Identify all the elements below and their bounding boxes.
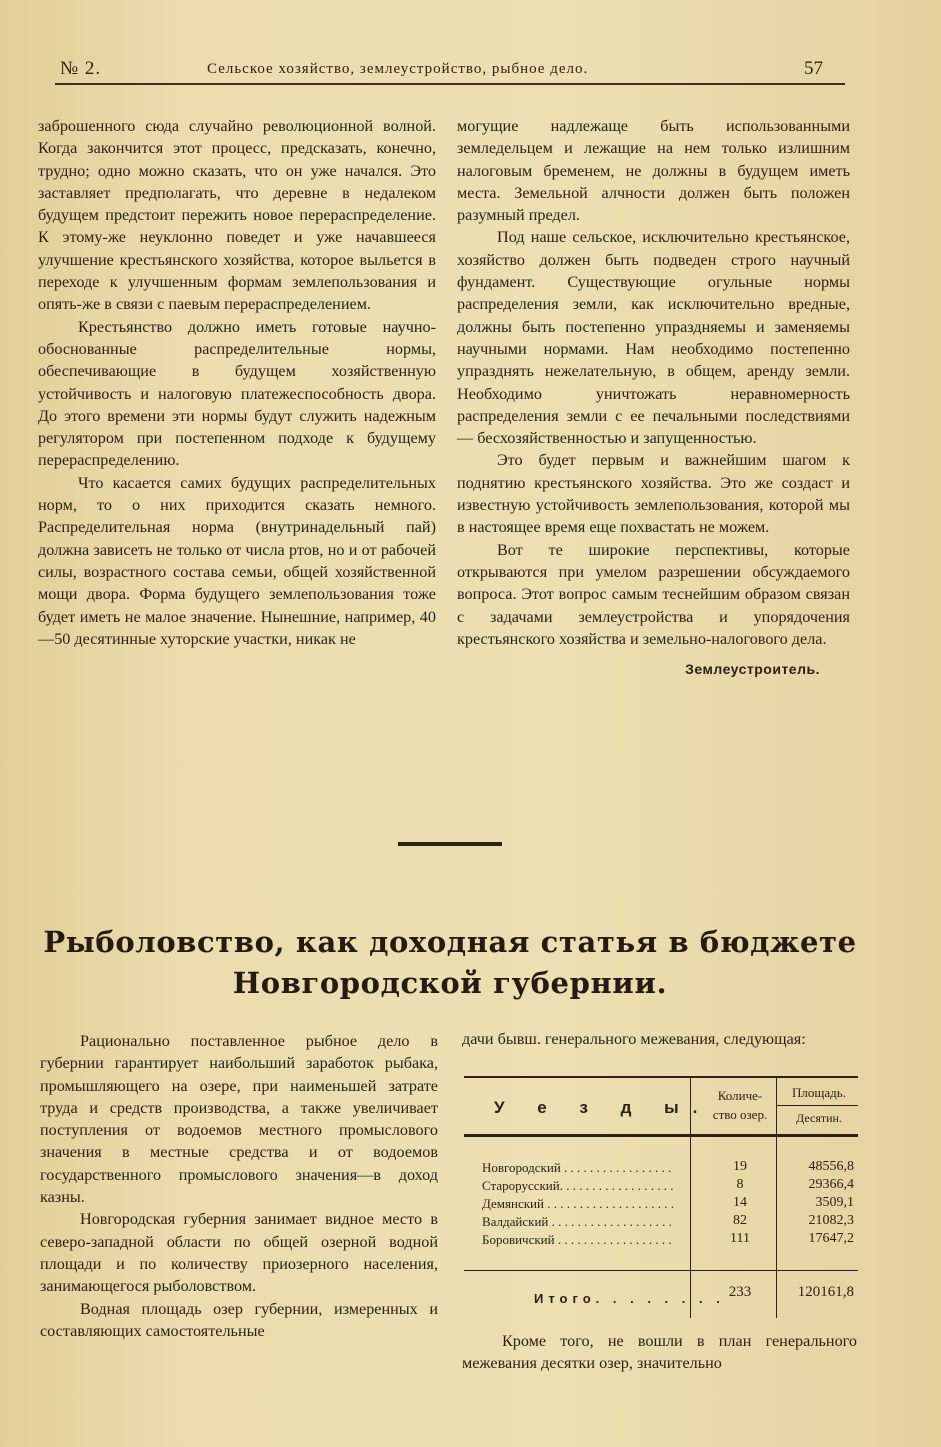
table-cell-uezd: Боровичский . . . . . . . . . . . . . . . . . .: [482, 1232, 672, 1247]
table-header-area: Площадь.: [792, 1085, 846, 1100]
article2-right-column-after: [462, 1330, 857, 1375]
article2-left-column: [40, 1030, 438, 1342]
table-cell-uezd: Валдайский . . . . . . . . . . . . . . . . . . .: [482, 1214, 672, 1229]
table-header-uezdy: У е з д ы.: [494, 1098, 712, 1117]
paragraph: Новгородская губерния занимает видное место в северо-западной области по общей озерной водной площади и по количеству приозерного населения, занимающегося рыболовством.: [40, 1210, 438, 1296]
table-total-area: 120161,8: [797, 1284, 854, 1300]
paragraph: дачи бывш. генерального межевания, следующая:: [462, 1030, 806, 1048]
table-total-label: Итого. . . . . . . .: [534, 1291, 725, 1306]
paragraph: Вот те широкие перспективы, которые открываются при умелом разрешении обсуждаемого вопроса. Этот вопрос самым теснейшим образом связан с задачами землеустройства и упорядочения крестьянского хозяйства и земельно-налогового дела.: [457, 540, 850, 648]
paragraph: могущие надлежаще быть использованными земледельцем и лежащие на нем только излишним налоговым бременем, не должны в будущем иметь места. Земельной алчности должен быть положен разумный предел.: [457, 117, 850, 225]
table-rule: [464, 1270, 858, 1271]
article-title: [40, 922, 860, 1004]
table-cell-area: 17647,2: [808, 1231, 854, 1246]
section-divider: [398, 842, 502, 846]
paragraph: заброшенного сюда случайно революционной волной. Когда закончится этот процесс, предсказать, конечно, трудно; одно можно сказать, что он уже начался. Это заставляет предполагать, что деревне в недалеком будущем предстоит пережить новое перераспределение. К этому-же неуклонно поведет и уже начавшееся улучшение крестьянского хозяйства, которое выльется в переходе к улучшенным формам землепользования и опять-же в связи с паевым перераспределением.: [38, 117, 436, 314]
article2-right-column: [462, 1028, 857, 1050]
table-cell-count: 111: [730, 1231, 750, 1246]
table-cell-area: 21082,3: [808, 1213, 854, 1228]
author-signature: Землеустроитель.: [685, 661, 820, 678]
table-header-count: [700, 1086, 780, 1124]
paragraph: Водная площадь озер губернии, измеренных и составляющих самостоятельные: [40, 1299, 438, 1340]
table-cell-area: 29366,4: [808, 1177, 854, 1192]
table-cell-uezd: Новгородский . . . . . . . . . . . . . . . . .: [482, 1160, 672, 1175]
page-header: [55, 58, 845, 84]
paragraph: Под наше сельское, исключительно крестьянское, хозяйство должен быть подведен строго научный фундамент. Существующие огульные нормы распределения земли, как исключительно вредные, должны быть постепенно упраздняемы и заменяемы научными нормами. Нам необходимо постепенно упразднять нежелательную, в общем, аренду земли. Необходимо уничтожать неравномерность распределения земли с ее печальными последствиями — бесхозяйственностью и запущенностью.: [457, 228, 850, 448]
table-cell-count: 19: [733, 1159, 747, 1174]
table-cell-uezd: Демянский . . . . . . . . . . . . . . . . . . . .: [482, 1196, 674, 1211]
table-rule: [464, 1134, 858, 1137]
lakes-table: [464, 1076, 858, 1318]
article1-left-column: [38, 115, 436, 650]
table-cell-count: 82: [733, 1213, 747, 1228]
article1-right-column: [457, 115, 850, 680]
table-cell-count: 8: [736, 1177, 744, 1192]
article-title-line: Рыболовство, как доходная статья в бюджете: [43, 925, 857, 959]
paragraph: Рационально поставленное рыбное дело в губернии гарантирует наибольший заработок рыбака, промышляющего на озере, при наименьшей затрате труда и средств производства, а также увеличивает поступления от водоемов местного промыслового значения в местные средства и от водоемов государственного промыслового значения—в доход казны.: [40, 1032, 438, 1207]
table-cell-count: 14: [733, 1195, 747, 1210]
table-header-area-unit: Десятин.: [796, 1111, 842, 1125]
paragraph: Что касается самих будущих распределительных норм, то о них приходится сказать немного. Распределительная норма (внутринадельный пай) должна зависеть не только от числа ртов, но и от рабочей силы, возрастного состава семьи, общей хозяйственной мощи двора. Форма будущего землепользования тоже будет иметь не малое значение. Нынешние, например, 40—50 десятинные хуторские участки, никак не: [38, 473, 436, 648]
issue-number: № 2.: [60, 58, 102, 79]
paragraph: Кроме того, не вошли в план генерального межевания десятки озер, значительно: [462, 1332, 857, 1373]
table-cell-area: 3509,1: [815, 1195, 854, 1210]
page-number: 57: [804, 58, 823, 79]
table-cell-area: 48556,8: [808, 1159, 854, 1174]
article-title-line: Новгородской губернии.: [232, 966, 668, 1000]
paragraph: Это будет первым и важнейшим шагом к поднятию крестьянского хозяйства. Это же создаст и известную устойчивость землепользования, которой мы в настоящее время еще похвастать не можем.: [457, 451, 850, 537]
paragraph: Крестьянство должно иметь готовые научно-обоснованные распределительные нормы, обеспечивающие в будущем хозяйственную устойчивость и налоговую платежеспособность двора. До этого времени эти нормы будут служить надежным регулятором при постепенном подходе к будущему перераспределению.: [38, 317, 436, 470]
table-header-count-line: Количе-: [717, 1088, 763, 1103]
table-rule: [464, 1076, 858, 1078]
running-title: Сельское хозяйство, землеустройство, рыбное дело.: [207, 61, 589, 77]
header-rule: [55, 83, 845, 85]
table-rule: [776, 1105, 858, 1106]
table-cell-uezd: Старорусский. . . . . . . . . . . . . . . . . .: [482, 1178, 674, 1193]
table-total-count: 233: [728, 1284, 752, 1300]
table-header-count-line: ство озер.: [712, 1107, 768, 1122]
